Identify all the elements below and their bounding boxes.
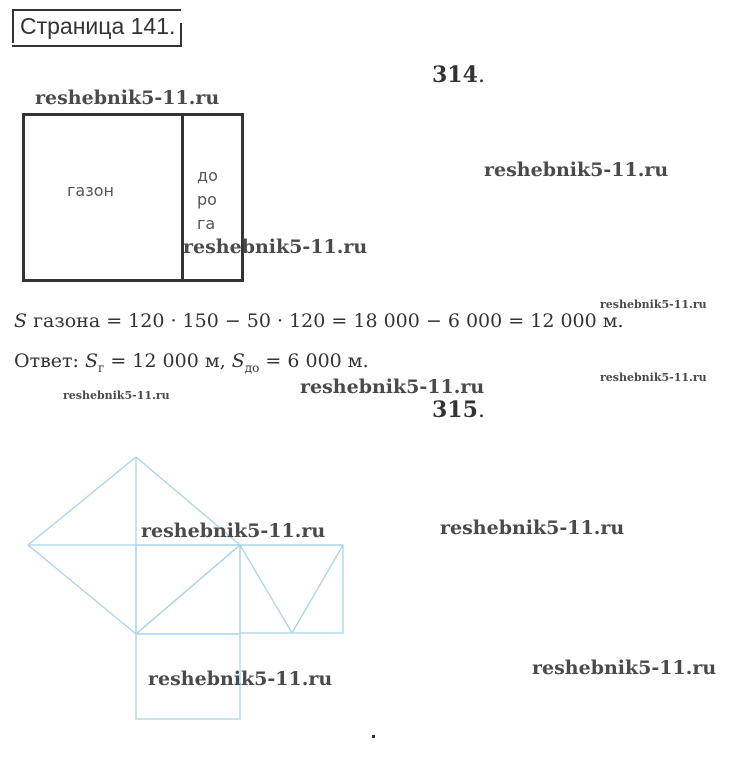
answer-prefix: Ответ:: [14, 350, 85, 372]
road-syllable-3: га: [197, 214, 216, 233]
answer-s1-symbol: S: [84, 350, 99, 372]
watermark-small: reshebnik5-11.ru: [600, 298, 707, 311]
answer-s1-subscript: г: [98, 360, 105, 375]
page-title: Страница 141.: [12, 9, 181, 43]
road-syllable-1: до: [197, 166, 218, 185]
lawn-label: газон: [67, 181, 114, 200]
answer-s2-subscript: до: [244, 360, 260, 375]
right-square-diagonal: [240, 545, 292, 633]
right-square-diagonal: [292, 545, 343, 633]
watermark: reshebnik5-11.ru: [148, 668, 333, 690]
stray-dot: [372, 735, 375, 738]
watermark-small: reshebnik5-11.ru: [600, 371, 707, 384]
watermark: reshebnik5-11.ru: [300, 376, 485, 398]
diamond-edge: [28, 457, 136, 545]
watermark: reshebnik5-11.ru: [35, 87, 220, 109]
center-square-diagonal: [136, 545, 240, 634]
watermark: reshebnik5-11.ru: [141, 520, 326, 542]
answer-s2-value: = 6 000 м.: [259, 350, 369, 372]
area-equation: газона = 120 · 150 − 50 · 120 = 18 000 − 6 000 = 12 000 м.: [33, 310, 624, 332]
problem-315-number-text: 315: [432, 397, 478, 423]
watermark: reshebnik5-11.ru: [183, 236, 368, 258]
watermark-small: reshebnik5-11.ru: [63, 389, 170, 402]
problem-315-dot: .: [477, 398, 485, 423]
watermark: reshebnik5-11.ru: [440, 517, 625, 539]
right-square: [240, 545, 343, 633]
answer-s2-symbol: S: [231, 350, 245, 372]
road-syllable-2: ро: [197, 190, 217, 209]
diamond-edge: [28, 545, 136, 634]
problem-314-dot: .: [477, 63, 485, 88]
watermark: reshebnik5-11.ru: [532, 657, 717, 679]
watermark: reshebnik5-11.ru: [484, 159, 669, 181]
problem-314-number-text: 314: [432, 62, 478, 88]
area-symbol: S: [14, 310, 28, 332]
answer-s1-value: = 12 000 м,: [104, 350, 232, 372]
